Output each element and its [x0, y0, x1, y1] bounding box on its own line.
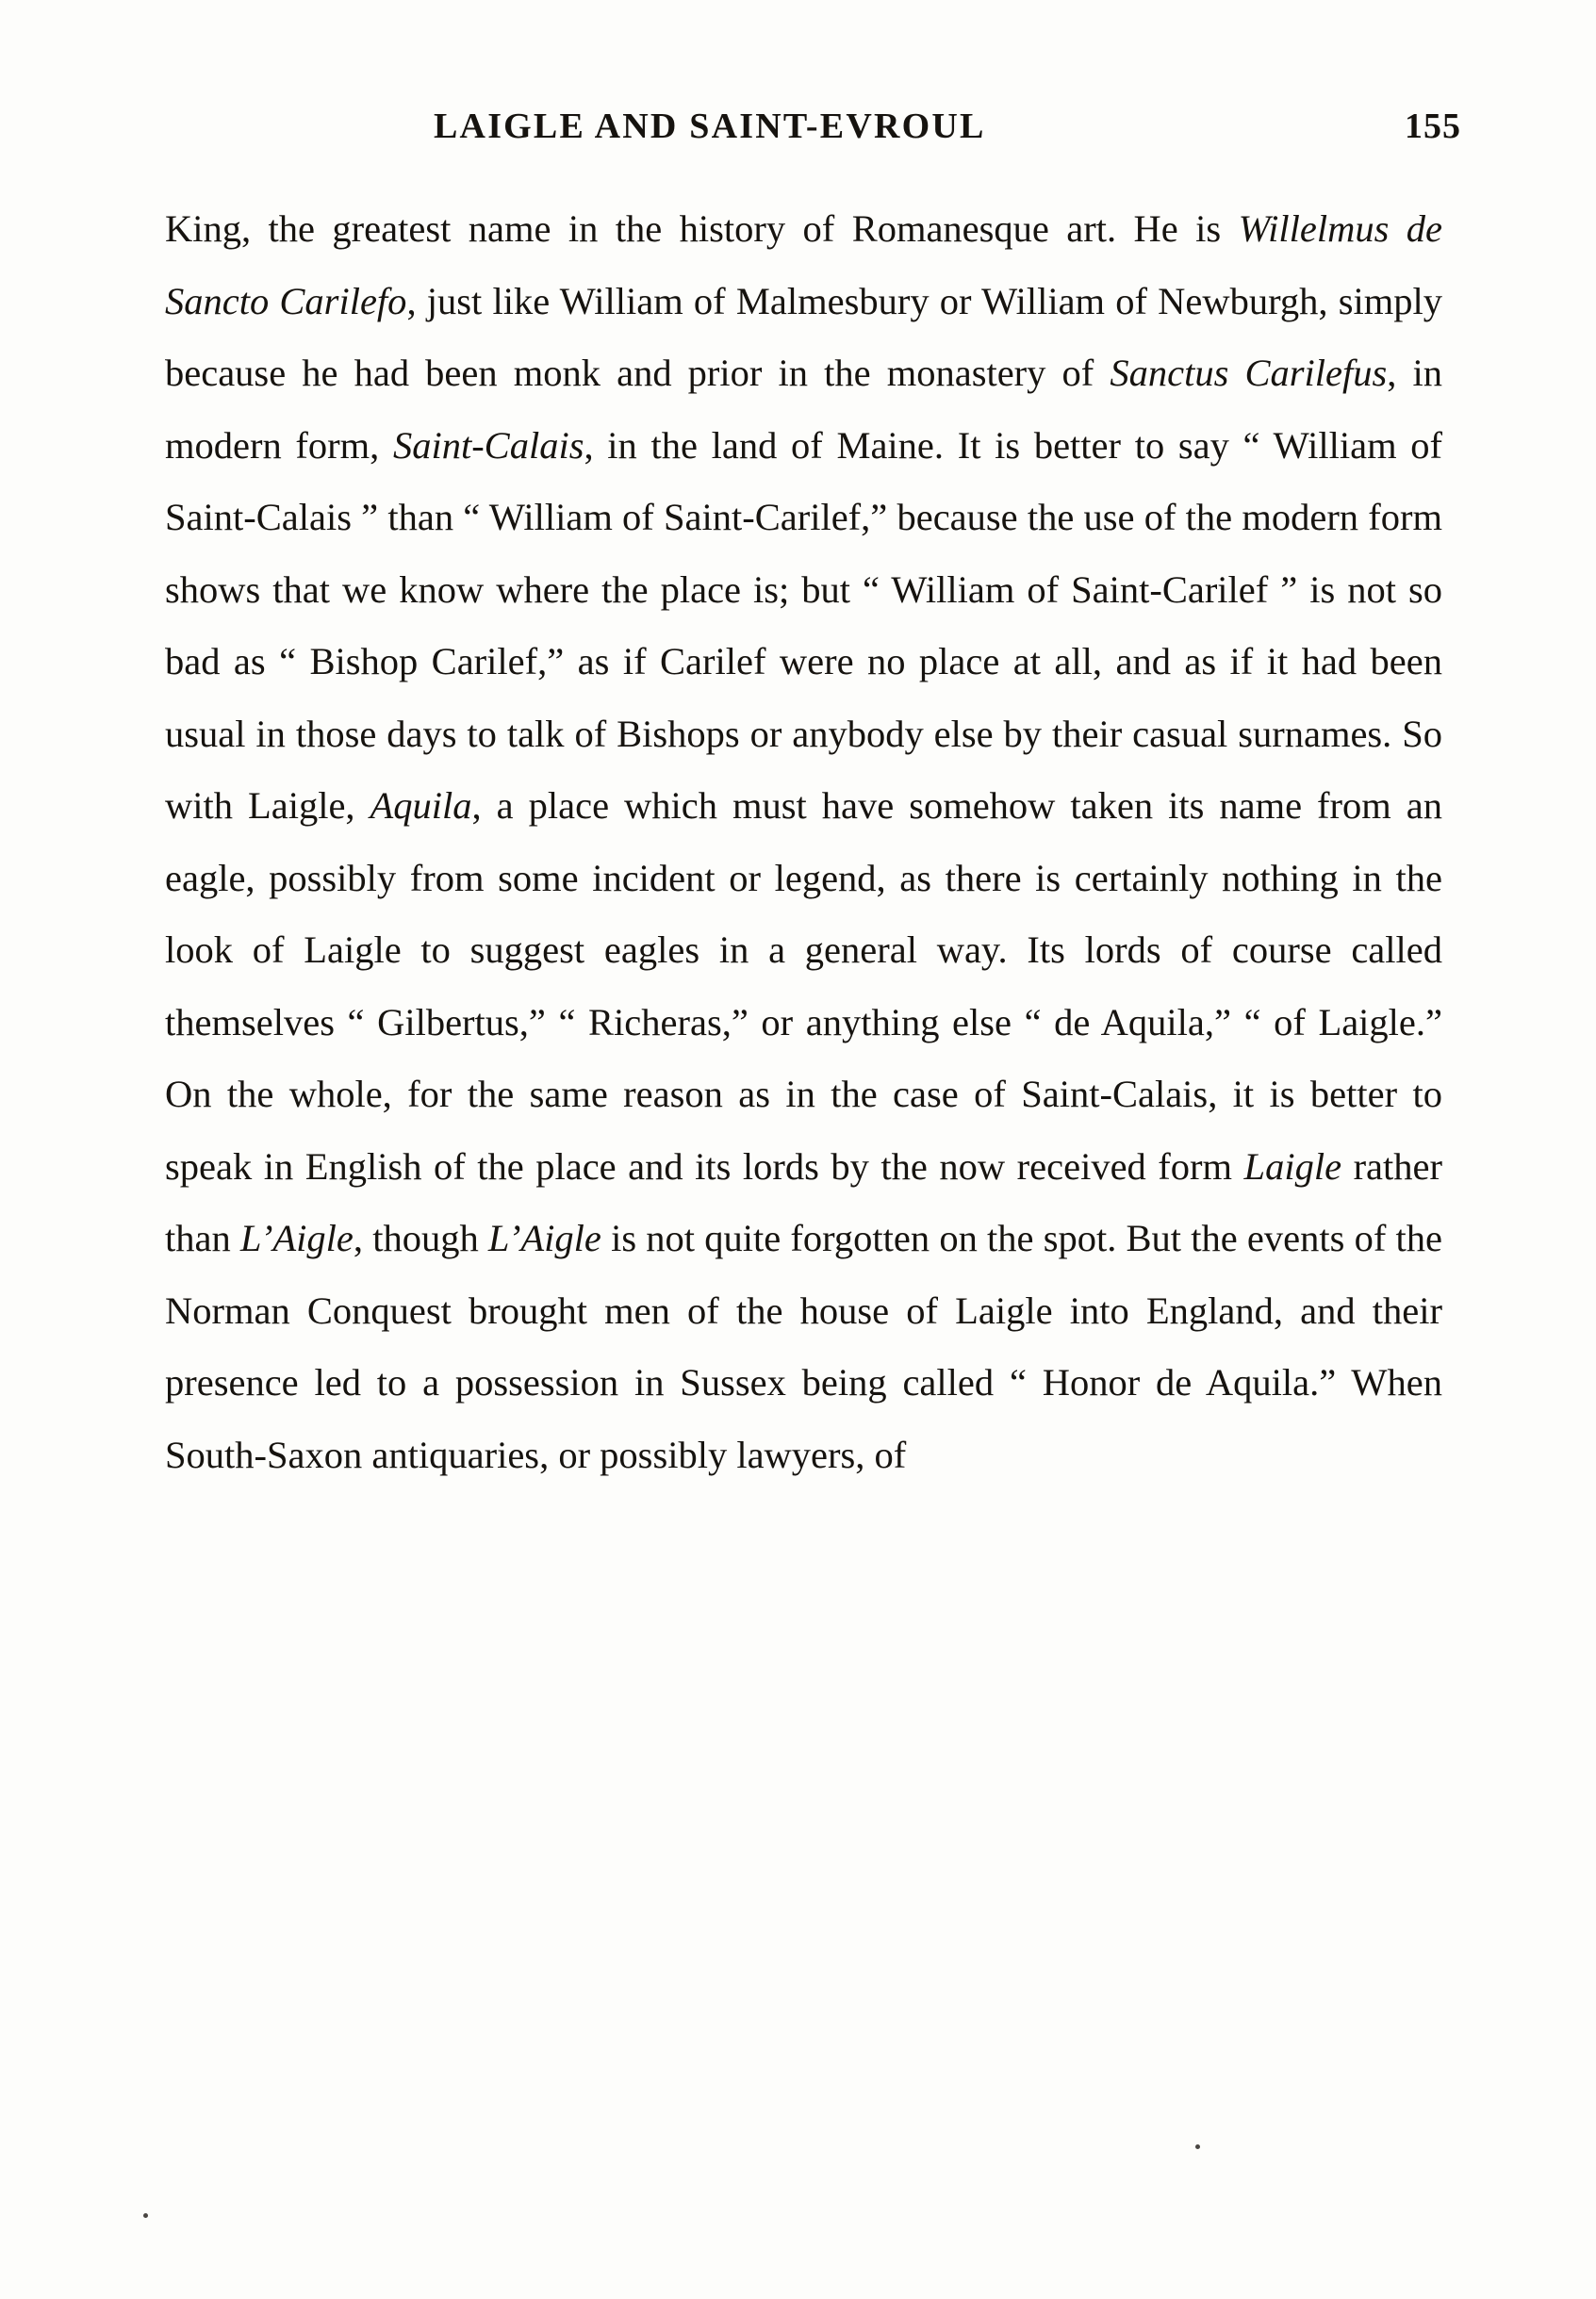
- printers-mark-dot: [1195, 2144, 1200, 2149]
- text-run-italic: Laigle: [1243, 1144, 1342, 1188]
- paragraph: [165, 193, 1442, 1491]
- text-run-italic: Willelmus de Sancto Carilefo: [165, 207, 1442, 322]
- text-run-italic: Saint-Calais: [392, 423, 584, 467]
- text-run: , in modern form,: [165, 352, 1442, 467]
- body-text: [165, 193, 1442, 1491]
- text-run-italic: L’Aigle: [239, 1217, 354, 1259]
- text-run: , just like William of Malmesbury or William of Newburgh, simply because he had been monk and prior in the monastery of: [165, 279, 1442, 394]
- printers-mark-dot-lower: [143, 2213, 148, 2218]
- text-run: King, the greatest name in the history of Romanesque art. He is: [165, 207, 1239, 250]
- text-run: rather than: [165, 1144, 1442, 1259]
- text-run-italic: L’Aigle: [487, 1217, 601, 1259]
- page-header: [160, 106, 1461, 153]
- page-number: 155: [1405, 107, 1461, 146]
- running-title: LAIGLE AND SAINT-EVROUL: [434, 107, 986, 146]
- text-run: is not quite forgotten on the spot. But the events of the Norman Conquest brought men of the house of Laigle into England, and their presence led to a possession in Sussex being called “ Honor de Aquila.” When South-Saxon antiquaries, or possibly lawyers, of: [165, 1217, 1442, 1476]
- text-run: , a place which must have somehow taken its name from an eagle, possibly from some incident or legend, as there is certainly nothing in the look of Laigle to suggest eagles in a general way. Its lords of course called themselves “ Gilbertus,” “ Richeras,” or anything else “ de Aquila,” “ of Laigle.” On the whole, for the same reason as in the case of Saint-Calais, it is better to speak in English of the place and its lords by the now received form: [165, 784, 1442, 1188]
- text-run: , in the land of Maine. It is better to say “ William of Saint-Calais ” than “ William of Saint-Carilef,” because the use of the modern form shows that we know where the place is; but “ William of Saint-Carilef ” is not so bad as “ Bishop Carilef,” as if Carilef were no place at all, and as if it had been usual in those days to talk of Bishops or anybody else by their casual surnames. So with Laigle,: [165, 423, 1442, 827]
- text-run-italic: Aquila: [370, 784, 472, 827]
- text-run-italic: Sanctus Carilefus: [1110, 352, 1388, 394]
- text-run: , though: [353, 1217, 488, 1259]
